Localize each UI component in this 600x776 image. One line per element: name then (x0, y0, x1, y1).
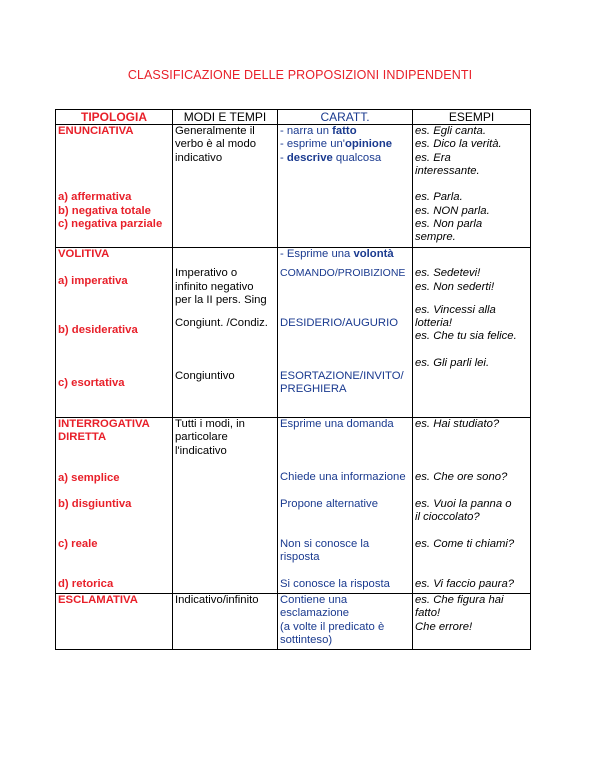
example-text: es. Sedetevi! (415, 267, 481, 280)
example-text: fatto! (415, 607, 441, 620)
type-label: INTERROGATIVA (58, 418, 150, 430)
cell-caratt (278, 594, 413, 650)
header-tipologia: TIPOLOGIA (56, 110, 173, 125)
header-caratt: CARATT. (278, 110, 413, 125)
type-label: VOLITIVA (58, 248, 110, 260)
caratt-text: Chiede una informazione (280, 471, 406, 484)
subtype-label: c) esortativa (58, 377, 125, 390)
classification-table (55, 109, 531, 650)
cell-caratt (278, 248, 413, 418)
example-text: es. Egli canta. (415, 125, 486, 137)
modi-text: Imperativo o (175, 267, 238, 280)
example-text: es. Non parla (415, 218, 483, 231)
caratt-text: PREGHIERA (280, 383, 347, 396)
caratt-text: DESIDERIO/AUGURIO (280, 317, 399, 330)
cell-modi (173, 418, 278, 594)
subtype-label: a) affermativa (58, 191, 132, 204)
modi-text: per la II pers. Sing (175, 293, 267, 306)
example-text: es. Che tu sia felice. (415, 330, 517, 343)
example-text: lotteria! (415, 317, 453, 330)
subtype-label: a) imperativa (58, 274, 128, 287)
example-text: es. Vuoi la panna o (415, 497, 512, 510)
example-text: es. Vincessi alla (415, 303, 496, 316)
modi-text: infinito negativo (175, 280, 254, 293)
header-modi: MODI E TEMPI (173, 110, 278, 125)
modi-text: verbo è al modo (175, 138, 257, 151)
caratt-text: - narra un fatto (280, 125, 357, 137)
modi-text: Congiunt. /Condiz. (175, 317, 268, 330)
page-title: CLASSIFICAZIONE DELLE PROPOSIZIONI INDIPENDENTI (127, 68, 473, 82)
example-text: es. Hai studiato? (415, 418, 500, 430)
subtype-label: b) disgiuntiva (58, 497, 132, 510)
caratt-text: Contiene una (280, 594, 348, 606)
type-label: DIRETTA (58, 431, 107, 444)
subtype-label: d) retorica (58, 578, 114, 591)
caratt-text: Esprime una domanda (280, 418, 394, 430)
modi-text: indicativo (175, 151, 223, 164)
caratt-text: Si conosce la risposta (280, 578, 390, 591)
example-text: es. Che figura hai (415, 594, 504, 606)
example-text: il cioccolato? (415, 510, 480, 523)
caratt-text: esclamazione (280, 607, 350, 620)
subtype-label: a) semplice (58, 471, 120, 484)
cell-caratt (278, 125, 413, 248)
example-text: es. NON parla. (415, 204, 490, 217)
subtype-label: c) reale (58, 538, 98, 551)
cell-esempi (413, 418, 531, 594)
caratt-text: sottinteso) (280, 633, 333, 646)
modi-text: Tutti i modi, in (175, 418, 245, 430)
cell-modi (173, 594, 278, 650)
example-text: es. Era (415, 151, 451, 164)
modi-text: Congiuntivo (175, 370, 235, 383)
cell-esempi (413, 248, 531, 418)
modi-text: Generalmente il (175, 125, 255, 137)
cell-tipologia (56, 248, 173, 418)
type-label: ENUNCIATIVA (58, 125, 134, 137)
caratt-text: Propone alternative (280, 497, 378, 510)
example-text: es. Non sederti! (415, 280, 495, 293)
example-text: es. Dico la verità. (415, 138, 502, 151)
header-row (56, 110, 531, 125)
caratt-text: (a volte il predicato è (280, 620, 385, 633)
cell-esempi (413, 125, 531, 248)
caratt-text: Non si conosce la (280, 537, 370, 550)
cell-tipologia (56, 594, 173, 650)
type-label: ESCLAMATIVA (58, 594, 138, 606)
row-volitiva (56, 248, 531, 418)
subtype-label: b) desiderativa (58, 324, 138, 337)
caratt-text: COMANDO/PROIBIZIONE (280, 267, 406, 280)
modi-text: particolare (175, 431, 228, 444)
example-text: sempre. (415, 231, 456, 244)
row-interrogativa (56, 418, 531, 594)
cell-esempi (413, 594, 531, 650)
cell-tipologia (56, 125, 173, 248)
subtype-label: c) negativa parziale (58, 218, 163, 231)
caratt-text: - descrive qualcosa (280, 151, 382, 164)
cell-tipologia (56, 418, 173, 594)
caratt-text: risposta (280, 551, 320, 564)
caratt-text: - Esprime una volontà (280, 248, 394, 260)
caratt-text: - esprime un'opinione (280, 138, 393, 151)
example-text: es. Gli parli lei. (415, 356, 490, 369)
example-text: Che errore! (415, 620, 473, 633)
cell-caratt (278, 418, 413, 594)
example-text: es. Come ti chiami? (415, 538, 515, 551)
modi-text: l'indicativo (175, 444, 227, 457)
cell-modi (173, 125, 278, 248)
subtype-label: b) negativa totale (58, 204, 151, 217)
modi-text: Indicativo/infinito (175, 594, 259, 606)
row-esclamativa (56, 594, 531, 650)
caratt-text: ESORTAZIONE/INVITO/ (280, 370, 404, 383)
cell-modi (173, 248, 278, 418)
example-text: es. Che ore sono? (415, 471, 508, 484)
example-text: interessante. (415, 164, 480, 177)
example-text: es. Parla. (415, 191, 463, 204)
example-text: es. Vi faccio paura? (415, 578, 515, 591)
header-esempi: ESEMPI (413, 110, 531, 125)
row-enunciativa (56, 125, 531, 248)
